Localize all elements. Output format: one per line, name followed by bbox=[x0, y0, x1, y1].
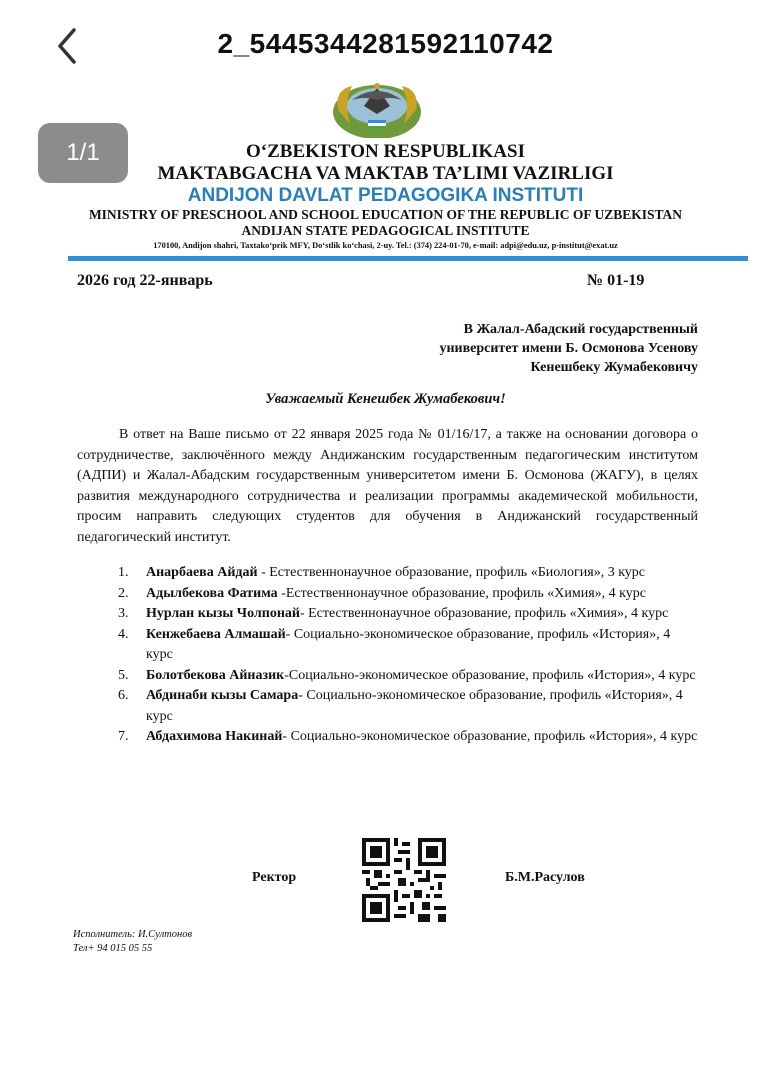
student-list bbox=[118, 563, 698, 748]
letter-number: № 01-19 bbox=[587, 272, 645, 289]
signature-name: Б.М.Расулов bbox=[505, 870, 585, 885]
executor-phone: Тел+ 94 015 05 55 bbox=[73, 943, 153, 954]
qr-code-icon bbox=[362, 838, 446, 922]
letterhead-institute-en: ANDIJAN STATE PEDAGOGICAL INSTITUTE bbox=[241, 223, 530, 238]
header-divider bbox=[68, 256, 748, 261]
letterhead-institute: ANDIJON DAVLAT PEDAGOGIKA INSTITUTI bbox=[187, 185, 584, 206]
executor-block bbox=[73, 928, 192, 956]
list-item: 5. Болотбекова Айназик-Социально-экономическое образование, профиль «История», 4 курс bbox=[118, 667, 696, 683]
executor-name: Исполнитель: И.Султонов bbox=[73, 929, 192, 940]
viewer-header bbox=[0, 0, 771, 90]
list-item: 2. Адылбекова Фатима -Естественнонаучное образование, профиль «Химия», 4 курс bbox=[118, 585, 646, 601]
addressee-line: университет имени Б. Осмонова Усенову bbox=[439, 341, 698, 356]
file-title: 2_5445344281592110742 bbox=[217, 28, 554, 59]
addressee-line: В Жалал-Абадский государственный bbox=[463, 322, 698, 337]
letterhead-contacts: 170100, Andijon shahri, Taxtako‘prik MFY, Do‘stlik ko‘chasi, 2-uy. Tel.: (374) 224-01-70, e-mail: adpi@edu.uz, p-institut@exat.uz bbox=[153, 241, 618, 250]
greeting: Уважаемый Кенешбек Жумабекович! bbox=[265, 391, 506, 407]
letter-date: 2026 год 22-январь bbox=[77, 272, 213, 289]
list-item: 1. Анарбаева Айдай - Естественнонаучное образование, профиль «Биология», 3 курс bbox=[118, 565, 646, 580]
addressee-block bbox=[358, 320, 698, 377]
signature-title: Ректор bbox=[252, 870, 297, 885]
list-item: 7. Абдахимова Накинай- Социально-экономическое образование, профиль «История», 4 курс bbox=[118, 729, 698, 744]
list-item: 4. Кенжебаева Алмашай- Социально-экономическое образование, профиль «История», 4 курс bbox=[118, 626, 671, 662]
letter-body: В ответ на Ваше письмо от 22 января 2025 года № 01/16/17, а также на основании договора о сотрудничестве, заключённого между Андижанским государственным педагогическим институтом (АДПИ) и Жалал-Абадским государственным университетом имени Б. Осмонова (ЖАГУ), в целях развития международного сотрудничества и реализации программы академической мобильности, просим направить следующих студентов для обучения в Андижанский государственный педагогический институт. bbox=[77, 427, 698, 545]
list-item: 6. Абдинаби кызы Самара- Социально-экономическое образование, профиль «История», 4 курс bbox=[118, 688, 683, 724]
letterhead-ministry: MAKTABGACHA VA MAKTAB TA’LIMI VAZIRLIGI bbox=[157, 163, 614, 184]
letterhead-ministry-en: MINISTRY OF PRESCHOOL AND SCHOOL EDUCATION OF THE REPUBLIC OF UZBEKISTAN bbox=[88, 207, 683, 222]
addressee-line: Кенешбеку Жумабековичу bbox=[530, 360, 698, 375]
page-indicator: 1/1 bbox=[38, 123, 128, 183]
state-emblem-icon bbox=[330, 80, 424, 138]
letterhead-country: O‘ZBEKISTON RESPUBLIKASI bbox=[246, 141, 525, 162]
list-item: 3. Нурлан кызы Чолпонай- Естественнонаучное образование, профиль «Химия», 4 курс bbox=[118, 606, 669, 621]
